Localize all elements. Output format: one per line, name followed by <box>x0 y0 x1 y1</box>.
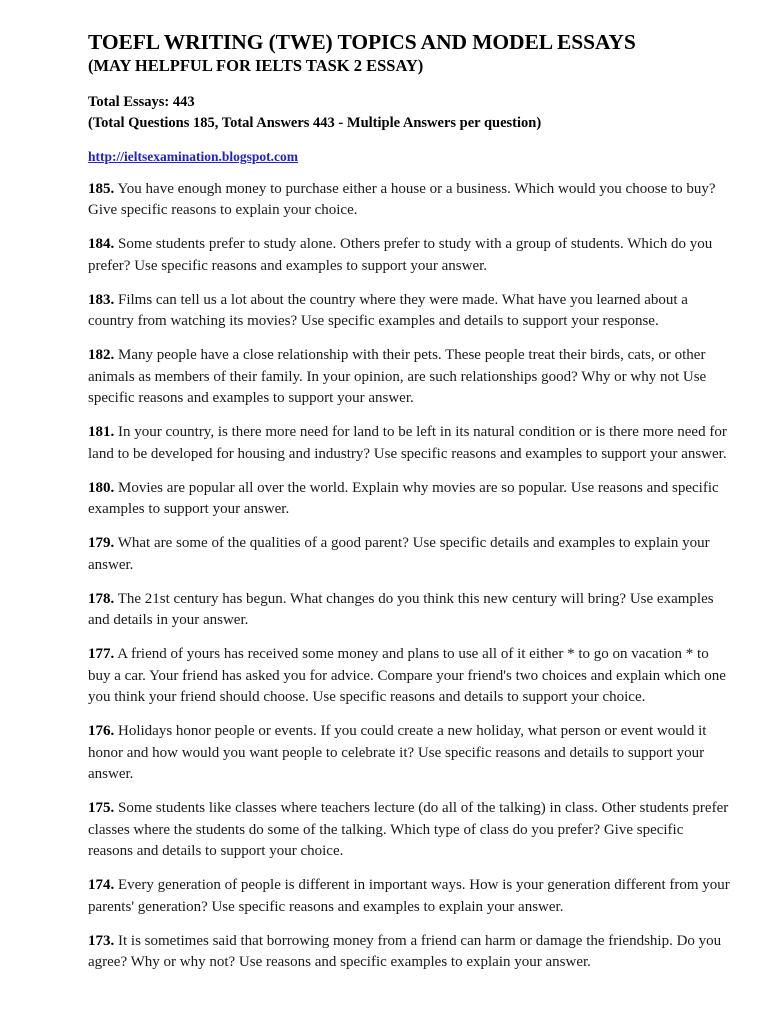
question-item <box>88 179 730 222</box>
page-title: TOEFL WRITING (TWE) TOPICS AND MODEL ESSAYS <box>88 30 636 54</box>
question-number: 179. <box>88 535 115 552</box>
page-subtitle: (MAY HELPFUL FOR IELTS TASK 2 ESSAY) <box>88 56 424 76</box>
question-text: Holidays honor people or events. If you could create a new holiday, what person or event would it honor and how would you want people to celebrate it? Use specific reasons and details to support your answer. <box>88 723 707 783</box>
question-text: What are some of the qualities of a good parent? Use specific details and examples to explain your answer. <box>88 535 710 573</box>
question-item <box>88 533 730 576</box>
question-item <box>88 721 730 786</box>
question-number: 185. <box>88 180 115 197</box>
question-number: 181. <box>88 424 115 441</box>
question-text: Some students like classes where teachers lecture (do all of the talking) in class. Other students prefer classes where the students do some of the talking. Which type of class do you prefer? Give specific reasons and details to support your choice. <box>88 800 729 860</box>
question-item <box>88 931 730 974</box>
question-item <box>88 234 730 277</box>
total-essays-line: Total Essays: 443 <box>88 93 195 110</box>
question-text: Films can tell us a lot about the country where they were made. What have you learned about a country from watching its movies? Use specific examples and details to support your response. <box>88 291 688 330</box>
question-text: You have enough money to purchase either a house or a business. Which would you choose to buy? Give specific reasons to explain your choice. <box>88 180 716 219</box>
question-text: Many people have a close relationship with their pets. These people treat their birds, cats, or other animals as members of their family. In your opinion, are such relationships good? Why or why not Use specific reasons and examples to support your answer. <box>88 347 707 407</box>
question-number: 175. <box>88 800 115 817</box>
question-item <box>88 290 730 333</box>
question-number: 183. <box>88 291 115 308</box>
question-number: 177. <box>88 646 115 663</box>
question-item <box>88 644 730 709</box>
question-text: A friend of yours has received some money and plans to use all of it either * to go on vacation * to buy a car. Your friend has asked you for advice. Compare your friend's two choices and explain which one you think your friend should choose. Use specific reasons and details to support your choice. <box>88 646 726 706</box>
question-number: 182. <box>88 347 115 364</box>
source-link-block <box>88 149 728 165</box>
question-number: 184. <box>88 236 115 253</box>
question-item <box>88 478 730 521</box>
question-number: 174. <box>88 877 115 894</box>
question-number: 178. <box>88 590 115 607</box>
question-number: 176. <box>88 723 115 740</box>
question-item <box>88 875 730 918</box>
question-text: Every generation of people is different in important ways. How is your generation different from your parents' generation? Use specific reasons and examples to explain your answer. <box>88 877 730 915</box>
question-text: The 21st century has begun. What changes do you think this new century will bring? Use examples and details in your answer. <box>88 590 714 629</box>
totals-block <box>88 92 728 134</box>
question-text: It is sometimes said that borrowing money from a friend can harm or damage the friendship. Do you agree? Why or why not? Use reasons and specific examples to explain your answer. <box>88 932 722 971</box>
question-item <box>88 589 730 632</box>
question-number: 173. <box>88 932 115 949</box>
question-text: Some students prefer to study alone. Others prefer to study with a group of students. Which do you prefer? Use specific reasons and examples to support your answer. <box>88 236 713 274</box>
questions-list <box>88 179 730 974</box>
question-item <box>88 422 730 465</box>
blog-url-link[interactable]: http://ieltsexamination.blogspot.com <box>88 148 299 164</box>
question-text: In your country, is there more need for land to be left in its natural condition or is there more need for land to be developed for housing and industry? Use specific reasons and examples to support your answer. <box>88 424 727 462</box>
question-number: 180. <box>88 479 115 496</box>
question-item <box>88 345 730 410</box>
question-item <box>88 798 730 863</box>
totals-detail-line: (Total Questions 185, Total Answers 443 - Multiple Answers per question) <box>88 114 542 131</box>
question-text: Movies are popular all over the world. Explain why movies are so popular. Use reasons and specific examples to support your answer. <box>88 479 719 518</box>
